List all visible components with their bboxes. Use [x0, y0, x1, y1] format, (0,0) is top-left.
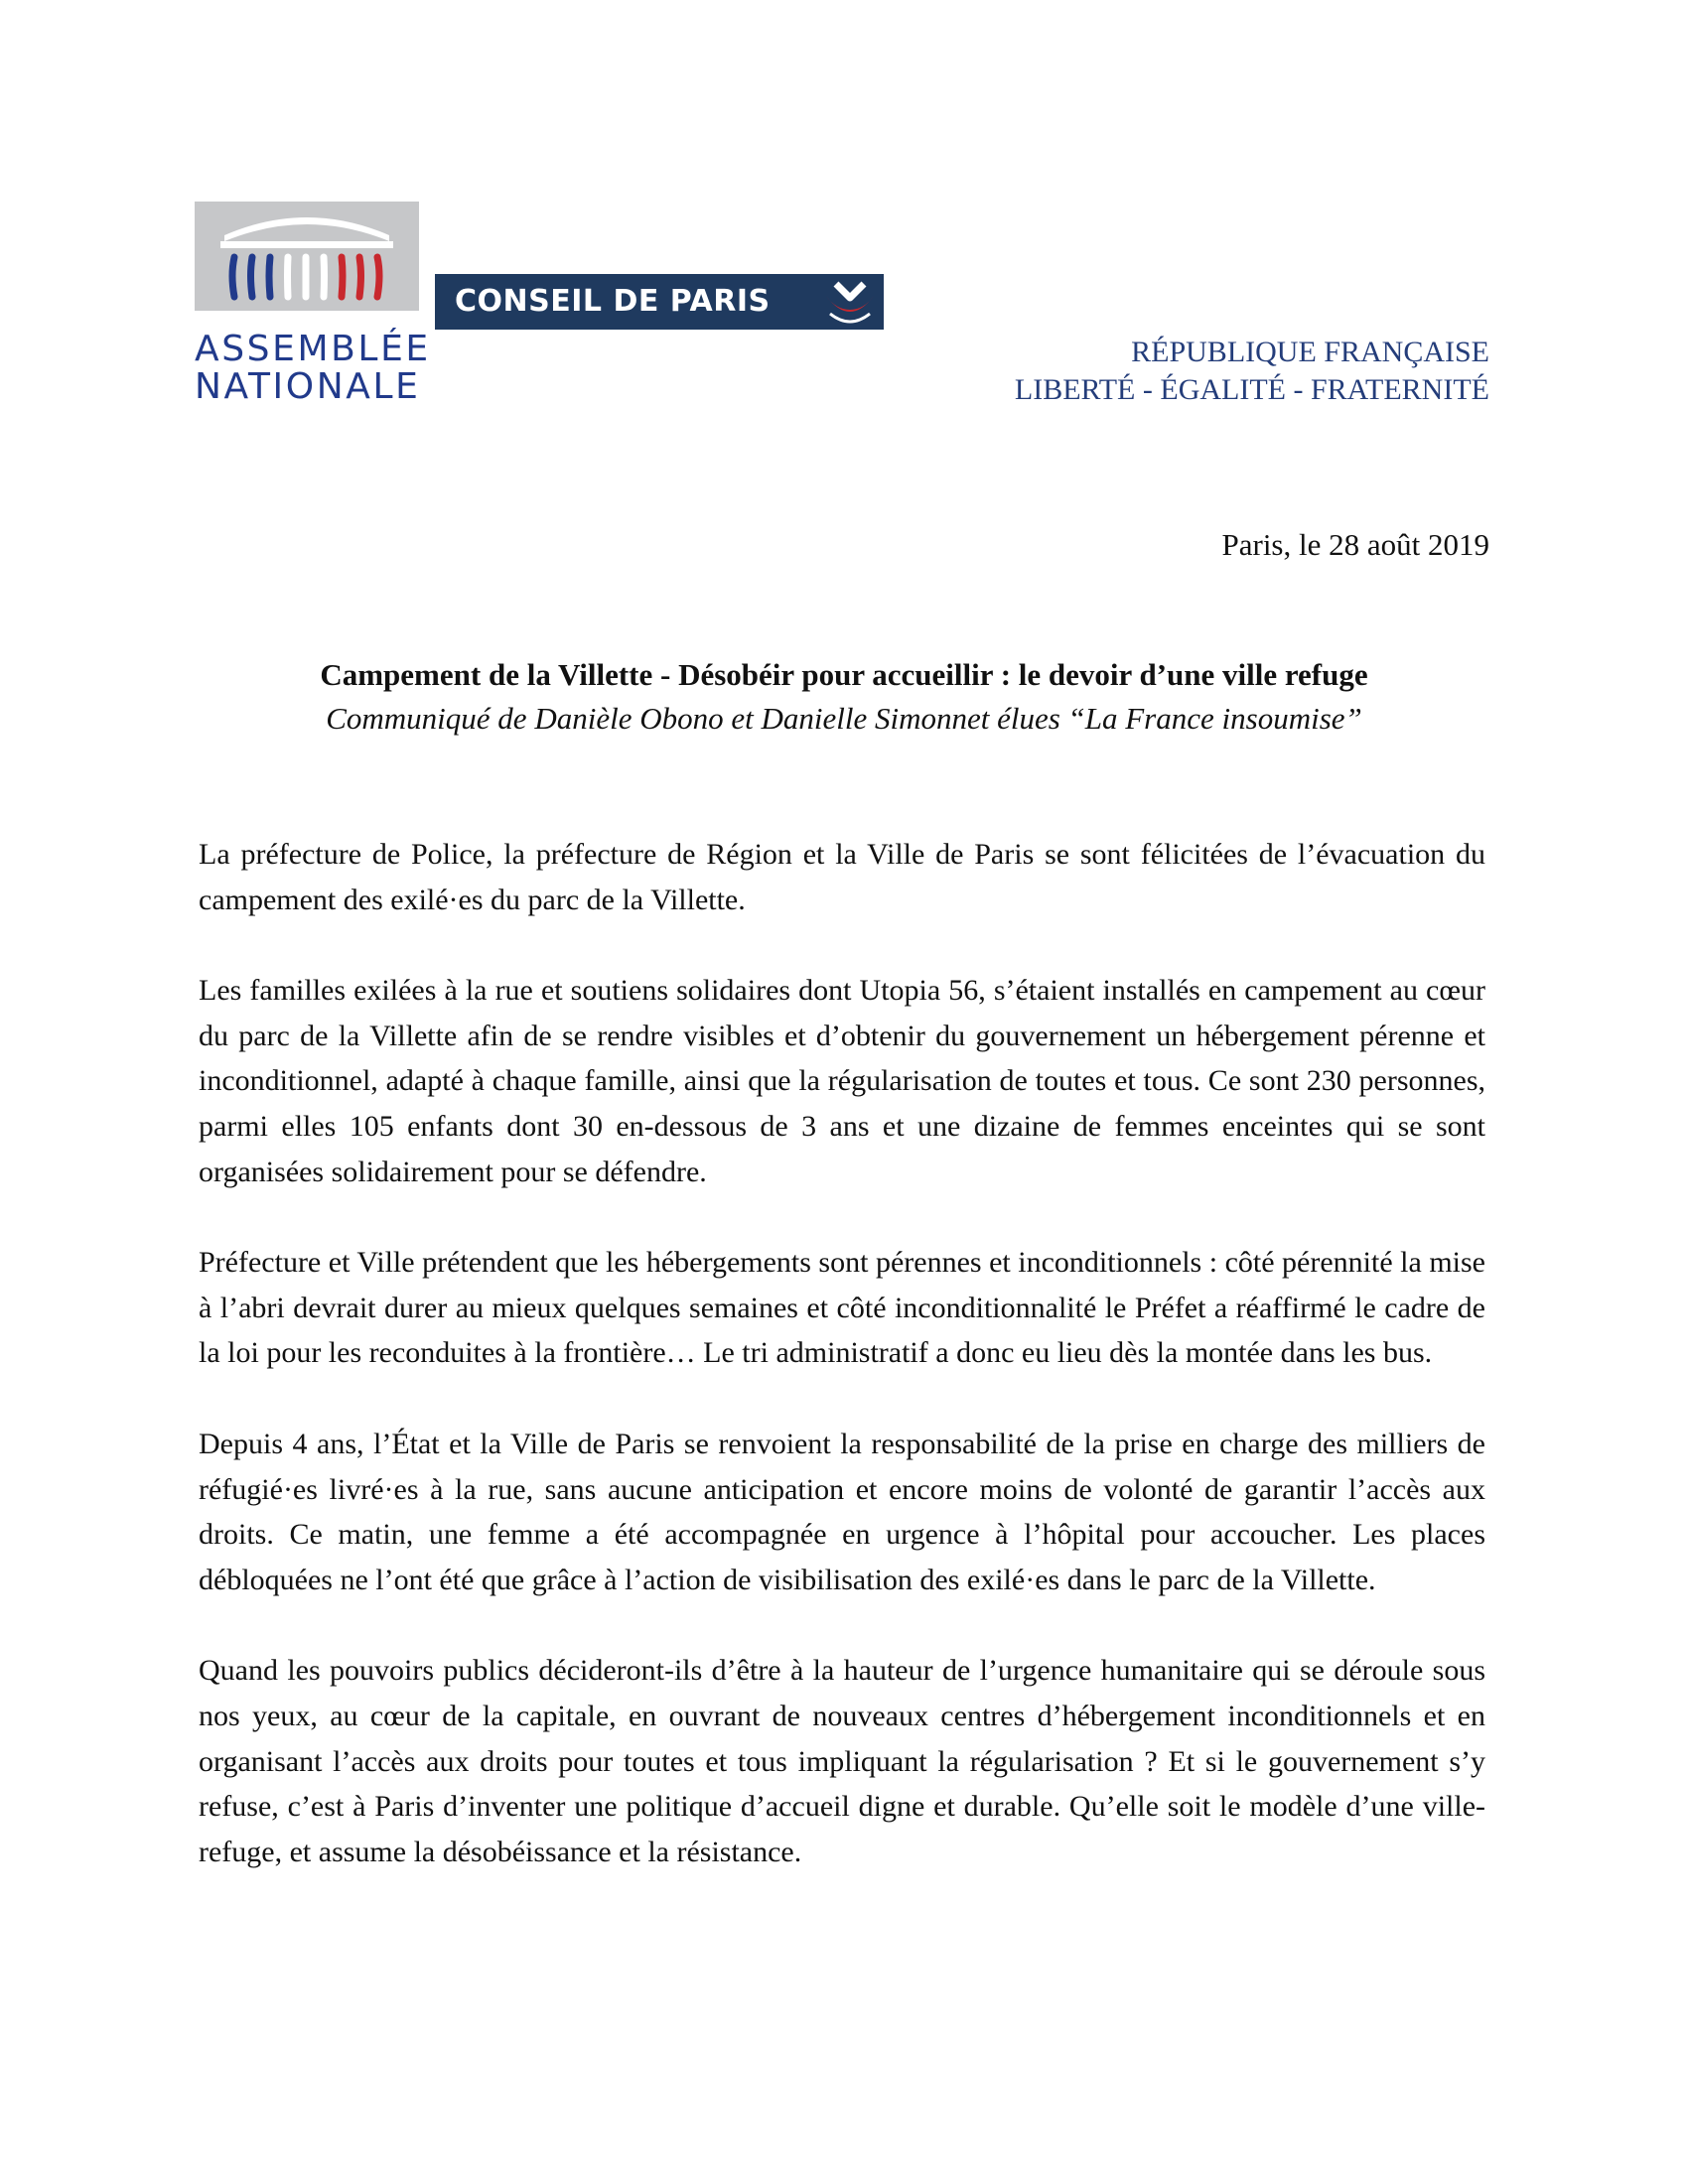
- document-title: Campement de la Villette - Désobéir pour accueillir : le devoir d’une ville refuge: [320, 657, 1368, 692]
- body-paragraph-3: Préfecture et Ville prétendent que les hébergements sont pérennes et inconditionnels : côté pérennité la mise à l’abri devrait durer au mieux quelques semaines et côté inconditionnalité le Préfet a réaffirmé le cadre de la loi pour les reconduites à la frontière… Le tri administratif a donc eu lieu dès la montée dans les bus.: [199, 1246, 1485, 1370]
- paris-ship-icon: [820, 276, 880, 328]
- body-paragraph-1: La préfecture de Police, la préfecture de Région et la Ville de Paris se sont félicitées de l’évacuation du campement des exilé·es du parc de la Villette.: [199, 838, 1485, 916]
- body-paragraph-5: Quand les pouvoirs publics décideront-ils d’être à la hauteur de l’urgence humanitaire qui se déroule sous nos yeux, au cœur de la capitale, en ouvrant de nouveaux centres d’hébergement inconditionnels et en organisant l’accès aux droits pour toutes et tous impliquant la régularisation ? Et si le gouvernement s’y refuse, c’est à Paris d’inventer une politique d’accueil digne et durable. Qu’elle soit le modèle d’une ville-refuge, et assume la désobéissance et la résistance.: [199, 1654, 1485, 1868]
- body-paragraph-4: Depuis 4 ans, l’État et la Ville de Paris se renvoient la responsabilité de la prise en charge des milliers de réfugié·es livré·es à la rue, sans aucune anticipation et encore moins de volonté de garantir l’accès aux droits. Ce matin, une femme a été accompagnée en urgence à l’hôpital pour accoucher. Les places débloquées ne l’ont été que grâce à l’action de visibilisation des exilé·es dans le parc de la Villette.: [199, 1427, 1485, 1596]
- title-block: [199, 653, 1489, 741]
- document-date: Paris, le 28 août 2019: [1221, 527, 1489, 562]
- document-subtitle: Communiqué de Danièle Obono et Danielle Simonnet élues “La France insoumise”: [326, 701, 1362, 736]
- body-paragraph-2: Les familles exilées à la rue et soutiens solidaires dont Utopia 56, s’étaient installés en campement au cœur du parc de la Villette afin de se rendre visibles et d’obtenir du gouvernement un hébergement pérenne et inconditionnel, adapté à chaque famille, ainsi que la régularisation de toutes et tous. Ce sont 230 personnes, parmi elles 105 enfants dont 30 en-dessous de 3 ans et une dizaine de femmes enceintes qui se sont organisées solidairement pour se défendre.: [199, 974, 1485, 1188]
- hemicycle-icon: [195, 202, 419, 311]
- republic-motto: LIBERTÉ - ÉGALITÉ - FRATERNITÉ: [1014, 373, 1489, 406]
- assemblee-logo-line1: ASSEMBLÉE: [195, 329, 431, 369]
- republic-header: [1015, 334, 1489, 409]
- conseil-de-paris-logo-text: CONSEIL DE PARIS: [455, 284, 771, 319]
- assemblee-logo-line2: NATIONALE: [195, 366, 421, 407]
- conseil-de-paris-logo: [435, 274, 884, 330]
- assemblee-nationale-logo: [195, 202, 431, 407]
- document-body: [199, 832, 1485, 1920]
- assemblee-logo-text: [195, 329, 431, 407]
- republic-name: RÉPUBLIQUE FRANÇAISE: [1131, 336, 1489, 368]
